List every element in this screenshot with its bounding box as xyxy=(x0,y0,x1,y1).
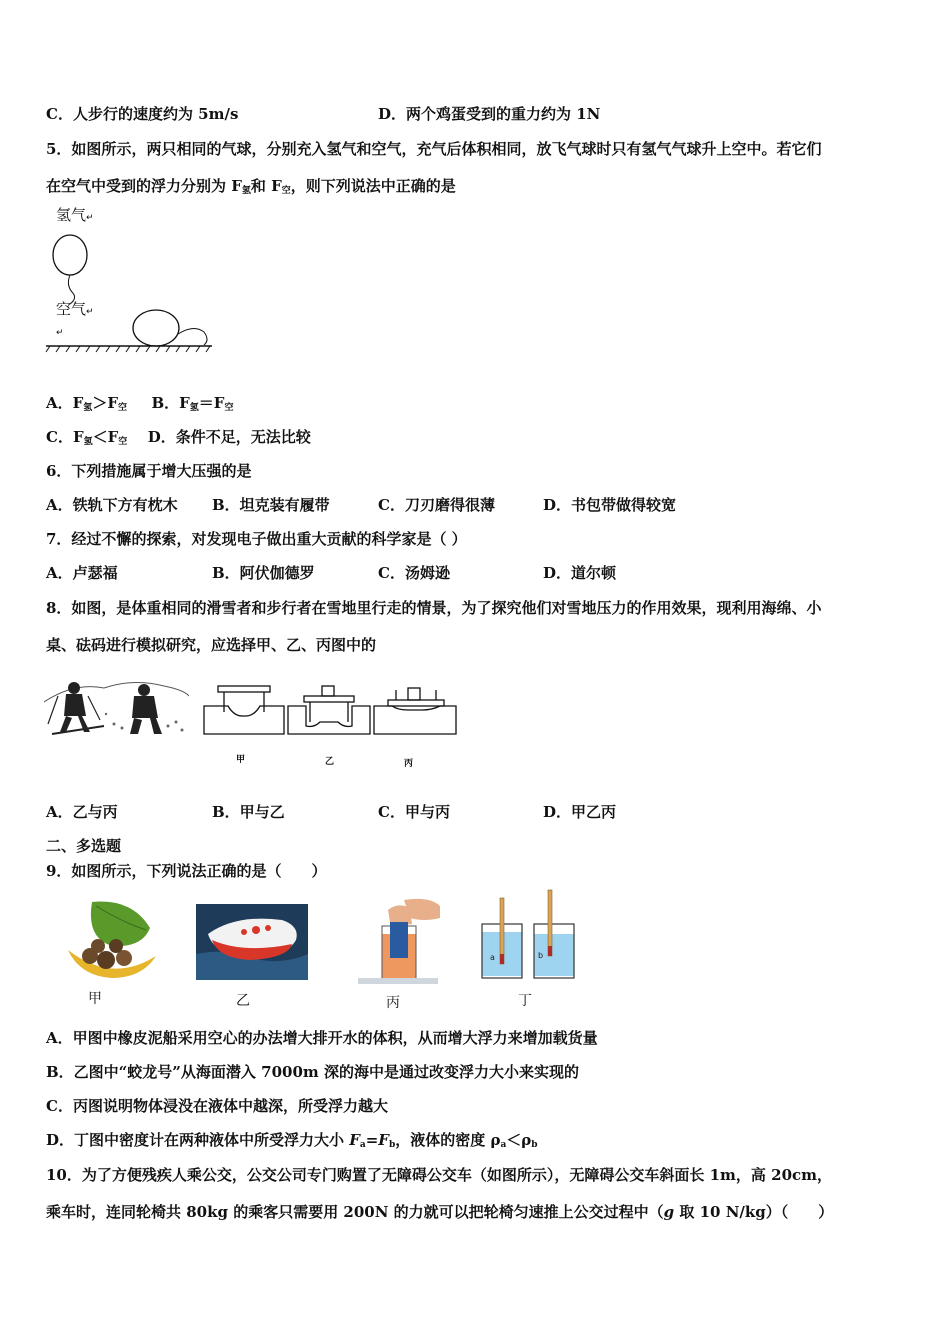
q6-option-b: B．坦克装有履带 xyxy=(212,496,330,514)
q4-option-d: D．两个鸡蛋受到的重力约为 1N xyxy=(378,105,601,123)
q5-label-air: 空气 xyxy=(56,300,87,318)
q9-fig-bing-immersion xyxy=(354,896,442,986)
q6-option-a: A．铁轨下方有枕木 xyxy=(46,496,178,514)
q8-option-d: D．甲乙丙 xyxy=(543,803,617,821)
q5-balloon-figure: 氢气↵ 空气↵ ↵ xyxy=(44,200,224,360)
q5-option-cd xyxy=(46,426,311,447)
q5-option-a: A．$F_氢>F_空$ xyxy=(46,394,127,413)
q8-sponge-table-figure xyxy=(202,676,460,742)
sponge-yi xyxy=(288,706,370,734)
q5-balloons-svg xyxy=(44,200,224,360)
q9-option-c: C．丙图说明物体浸没在液体中越深，所受浮力越大 xyxy=(46,1097,388,1115)
q8-option-b: B．甲与乙 xyxy=(212,803,285,821)
q8-option-c: C．甲与丙 xyxy=(378,803,450,821)
beaker-label-a: a xyxy=(490,953,495,962)
q9-fig-ding-hydrometers xyxy=(478,888,580,984)
sponge-bing xyxy=(374,706,456,734)
q9-option-b: B．乙图中“蛟龙号”从海面潜入 7000m 深的海中是通过改变浮力大小来实现的 xyxy=(46,1063,580,1081)
q5-option-d: D．条件不足，无法比较 xyxy=(147,428,311,446)
ground-hatch xyxy=(46,346,210,352)
q8-option-a: A．乙与丙 xyxy=(46,803,118,821)
q10-stem-line1: 10．为了方便残疾人乘公交，公交公司专门购置了无障碍公交车（如图所示），无障碍公交车斜面长 1m，高 20cm， xyxy=(46,1166,833,1184)
hydrogen-balloon xyxy=(53,235,87,275)
section-title-multiple-choice: 二、多选题 xyxy=(46,837,122,855)
q6-option-d: D．书包带做得较宽 xyxy=(543,496,677,514)
q6-option-c: C．刀刃磨得很薄 xyxy=(378,496,495,514)
q9-fig-yi-jiaolong-submersible xyxy=(196,904,308,980)
q7-option-c: C．汤姆逊 xyxy=(378,564,450,582)
weight-bing xyxy=(408,688,420,700)
q9-fig-jia-clay-boat xyxy=(62,898,162,980)
beaker-label-b: b xyxy=(538,951,544,960)
q5-return-mark: ↵ xyxy=(56,328,64,338)
q7-option-a: A．卢瑟福 xyxy=(46,564,118,582)
q5-stem-line1: 5．如图所示，两只相同的气球，分别充入氢气和空气，充气后体积相同，放飞气球时只有氢气气球升上空中。若它们 xyxy=(46,140,822,158)
q6-stem: 6．下列措施属于增大压强的是 xyxy=(46,462,252,480)
weight-yi xyxy=(322,686,334,696)
q8-caption-bing: 丙 xyxy=(404,759,414,769)
q5-option-ab xyxy=(46,392,233,413)
q5-stem-line2: 在空气中受到的浮力分别为 $F_氢$和 $F_空$，则下列说法中正确的是 xyxy=(46,177,456,196)
q9-caption-bing: 丙 xyxy=(386,995,400,1011)
air-string xyxy=(178,328,207,345)
table-top-jia xyxy=(218,686,270,692)
q8-caption-yi: 乙 xyxy=(325,757,335,767)
q5-option-c: C．$F_氢<F_空$ xyxy=(46,428,128,447)
q7-option-b: B．阿伏伽德罗 xyxy=(212,564,315,582)
q5-label-hydrogen: 氢气 xyxy=(56,206,87,224)
q9-caption-yi: 乙 xyxy=(236,993,250,1009)
sponge-jia xyxy=(204,706,284,734)
q5-option-b: B．$F_氢=F_空$ xyxy=(151,394,234,413)
q4-option-c: C．人步行的速度约为 5m/s xyxy=(46,105,239,123)
air-balloon xyxy=(133,310,179,346)
q7-option-d: D．道尔顿 xyxy=(543,564,617,582)
q8-stem-line1: 8．如图，是体重相同的滑雪者和步行者在雪地里行走的情景，为了探究他们对雪地压力的作用效果，现利用海绵、小 xyxy=(46,599,822,617)
q7-stem: 7．经过不懈的探索，对发现电子做出重大贡献的科学家是（ ） xyxy=(46,530,467,548)
q9-caption-ding: 丁 xyxy=(518,993,532,1009)
q8-skier-walker-image xyxy=(44,674,189,740)
table-top-yi xyxy=(304,696,354,702)
q9-option-a: A．甲图中橡皮泥船采用空心的办法增大排开水的体积，从而增大浮力来增加载货量 xyxy=(46,1029,598,1047)
q9-caption-jia: 甲 xyxy=(88,991,102,1007)
table-top-bing xyxy=(388,700,444,706)
hydrogen-string xyxy=(68,275,74,304)
q9-stem: 9．如图所示，下列说法正确的是（ ） xyxy=(46,862,327,880)
q8-stem-line2: 桌、砝码进行模拟研究，应选择甲、乙、丙图中的 xyxy=(46,636,377,654)
q9-option-d: D．丁图中密度计在两种液体中所受浮力大小 $F_a=F_b$，液体的密度 $\rho_a<\rho_b$ xyxy=(46,1131,538,1150)
q8-caption-jia: 甲 xyxy=(236,755,246,765)
q10-stem-line2: 乘车时，连同轮椅共 80kg 的乘客只需要用 200N 的力就可以把轮椅匀速推上公交过程中（g 取 10 N/kg）（ ） xyxy=(46,1203,834,1221)
